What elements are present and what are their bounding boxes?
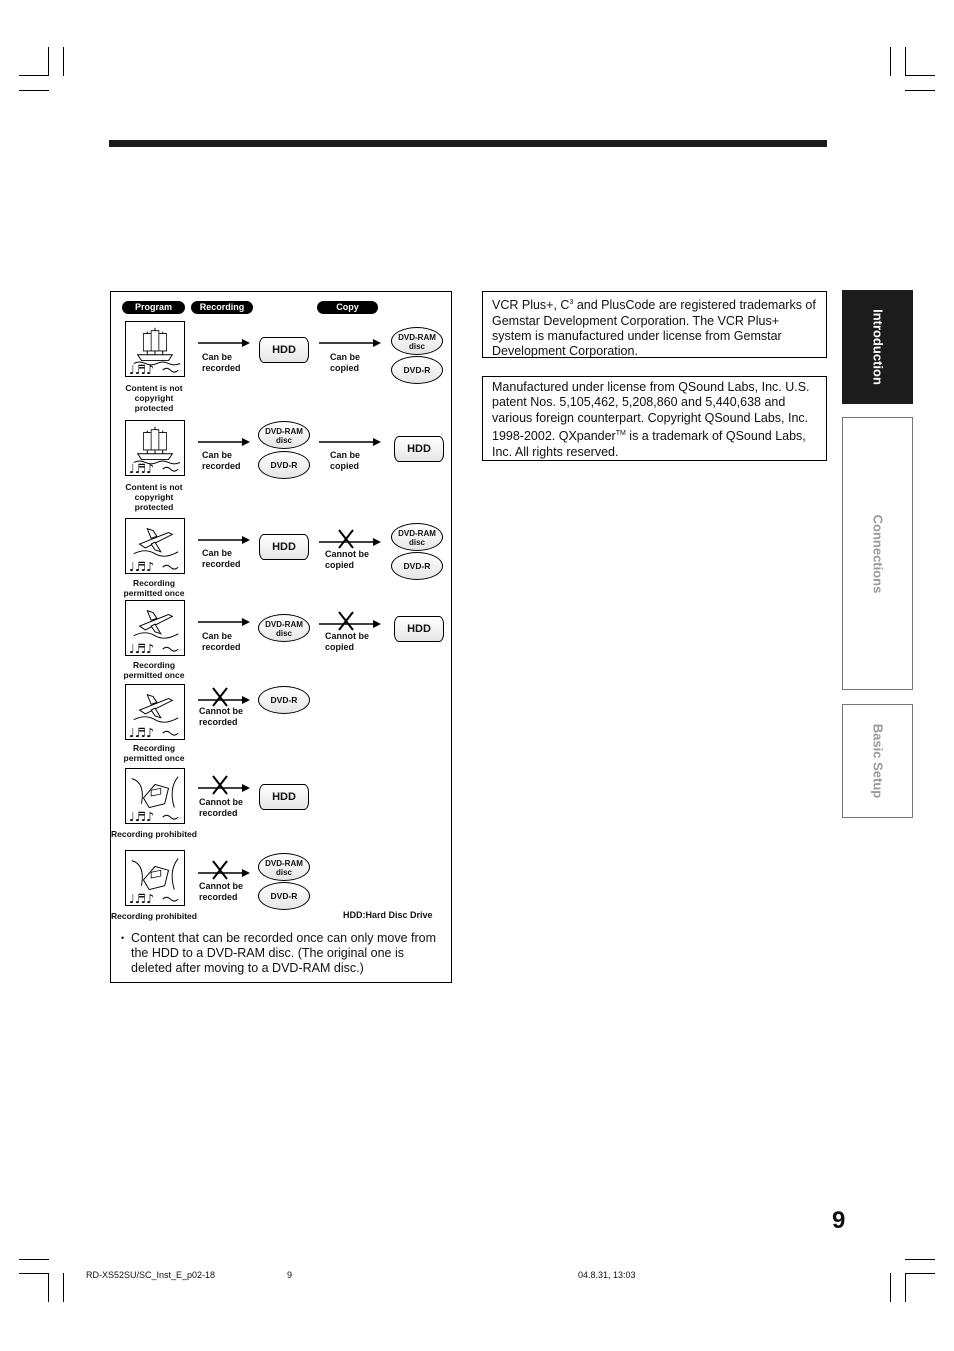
crop-mark (19, 90, 49, 91)
arrow-icon (198, 535, 250, 545)
hdd-icon: HDD (394, 436, 444, 462)
crop-mark (19, 1273, 49, 1274)
arrow-icon (319, 437, 381, 447)
dvd-ram-disc-icon: DVD-RAM disc (258, 853, 310, 881)
tab-basic-setup[interactable]: Basic Setup (842, 704, 913, 818)
not-protected-caption: Content is not copyright protected (125, 383, 183, 413)
ship-picture-icon (125, 321, 185, 377)
recording-prohibited-caption: Recording prohibited (111, 911, 197, 921)
svg-text:♩♬♪: ♩♬♪ (128, 809, 155, 823)
hdd-icon: HDD (259, 784, 309, 810)
page-number: 9 (832, 1207, 846, 1234)
permitted-once-caption: Recording permitted once (123, 660, 185, 680)
permitted-once-caption: Recording permitted once (123, 578, 185, 598)
svg-text:♩♬♪: ♩♬♪ (128, 461, 155, 475)
crop-mark (905, 90, 935, 91)
crop-mark (19, 1259, 49, 1260)
vcr-plus-trademark-notice: VCR Plus+, $C^3$ and PlusCode are registered trademarks of Gemstar Development Corporation. The VCR Plus+ system is manufactured under license from Gemstar Development Corporation. (482, 291, 827, 358)
can-copy-label: Can be copied (330, 352, 361, 373)
airplane-picture-icon (125, 600, 185, 656)
hdd-legend: HDD:Hard Disc Drive (343, 910, 433, 920)
crop-mark (905, 75, 935, 76)
blocked-arrow-icon (198, 686, 250, 696)
footer-filename: RD-XS52SU/SC_Inst_E_p02-18 (86, 1270, 216, 1280)
svg-text:♩♬♪: ♩♬♪ (128, 891, 155, 905)
crop-mark (63, 47, 64, 76)
tab-connections[interactable]: Connections (842, 417, 913, 690)
arrow-icon (319, 338, 381, 348)
crop-mark (890, 1273, 891, 1302)
not-protected-caption: Content is not copyright protected (125, 482, 183, 512)
hdd-icon: HDD (394, 616, 444, 642)
can-copy-label: Can be copied (330, 450, 361, 471)
can-record-label: Can be recorded (202, 352, 241, 373)
move-note (121, 931, 446, 976)
dvd-r-disc-icon: DVD-R (258, 882, 310, 910)
hdd-icon: HDD (259, 337, 309, 363)
blocked-arrow-icon (319, 610, 381, 620)
qsound-trademark-notice: Manufactured under license from QSound Labs, Inc. U.S. patent Nos. 5,105,462, 5,208,860 and 5,440,638 and various foreign counterpart. Copyright QSound Labs, Inc. 1998-2002. QXpander™ is a trademark of QSound Labs, Inc. All rights reserved. (482, 376, 827, 461)
crop-mark (905, 47, 906, 76)
crop-mark (890, 47, 891, 76)
can-record-label: Can be recorded (202, 450, 241, 471)
program-column-header: Program (122, 301, 185, 314)
bullet: • (121, 933, 125, 943)
dvd-ram-disc-icon: DVD-RAM disc (258, 421, 310, 449)
dvd-ram-disc-icon: DVD-RAM disc (391, 327, 443, 355)
svg-text:♩♬♪: ♩♬♪ (128, 641, 155, 655)
cannot-copy-label: Cannot be copied (325, 549, 369, 570)
crop-mark (905, 1273, 935, 1274)
blocked-arrow-icon (198, 774, 250, 784)
crop-mark (905, 1273, 906, 1302)
copy-protection-diagram (110, 291, 452, 983)
ship-picture-icon (125, 420, 185, 476)
car-picture-icon (125, 850, 185, 906)
dvd-r-disc-icon: DVD-R (258, 451, 310, 479)
blocked-arrow-icon (319, 528, 381, 538)
dvd-ram-disc-icon: DVD-RAM disc (391, 523, 443, 551)
recording-column-header: Recording (191, 301, 253, 314)
dvd-r-disc-icon: DVD-R (391, 356, 443, 384)
can-record-label: Can be recorded (202, 548, 241, 569)
arrow-icon (198, 437, 250, 447)
arrow-icon (198, 338, 250, 348)
tab-introduction[interactable]: Introduction (842, 290, 913, 404)
dvd-r-disc-icon: DVD-R (391, 552, 443, 580)
move-note-text: Content that can be recorded once can only move from the HDD to a DVD-RAM disc. (The original one is deleted after moving to a DVD-RAM disc.) (131, 931, 437, 975)
crop-mark (905, 1259, 935, 1260)
arrow-icon (198, 617, 250, 627)
footer-date: 04.8.31, 13:03 (578, 1270, 636, 1280)
footer-page: 9 (287, 1270, 293, 1280)
cannot-record-label: Cannot be recorded (199, 706, 243, 727)
header-rule (109, 140, 827, 147)
copy-column-header: Copy (317, 301, 378, 314)
blocked-arrow-icon (198, 859, 250, 869)
airplane-picture-icon (125, 518, 185, 574)
crop-mark (63, 1273, 64, 1302)
dvd-r-disc-icon: DVD-R (258, 686, 310, 714)
svg-text:♩♬♪: ♩♬♪ (128, 559, 155, 573)
crop-mark (19, 75, 49, 76)
cannot-record-label: Cannot be recorded (199, 881, 243, 902)
airplane-picture-icon (125, 684, 185, 740)
crop-mark (48, 1273, 49, 1302)
car-picture-icon (125, 768, 185, 824)
dvd-ram-disc-icon: DVD-RAM disc (258, 614, 310, 642)
cannot-copy-label: Cannot be copied (325, 631, 369, 652)
cannot-record-label: Cannot be recorded (199, 797, 243, 818)
can-record-label: Can be recorded (202, 631, 241, 652)
crop-mark (48, 47, 49, 76)
recording-prohibited-caption: Recording prohibited (111, 829, 197, 839)
hdd-icon: HDD (259, 534, 309, 560)
permitted-once-caption: Recording permitted once (123, 743, 185, 763)
svg-text:♩♬♪: ♩♬♪ (128, 725, 155, 739)
svg-text:♩♬♪: ♩♬♪ (128, 362, 155, 376)
